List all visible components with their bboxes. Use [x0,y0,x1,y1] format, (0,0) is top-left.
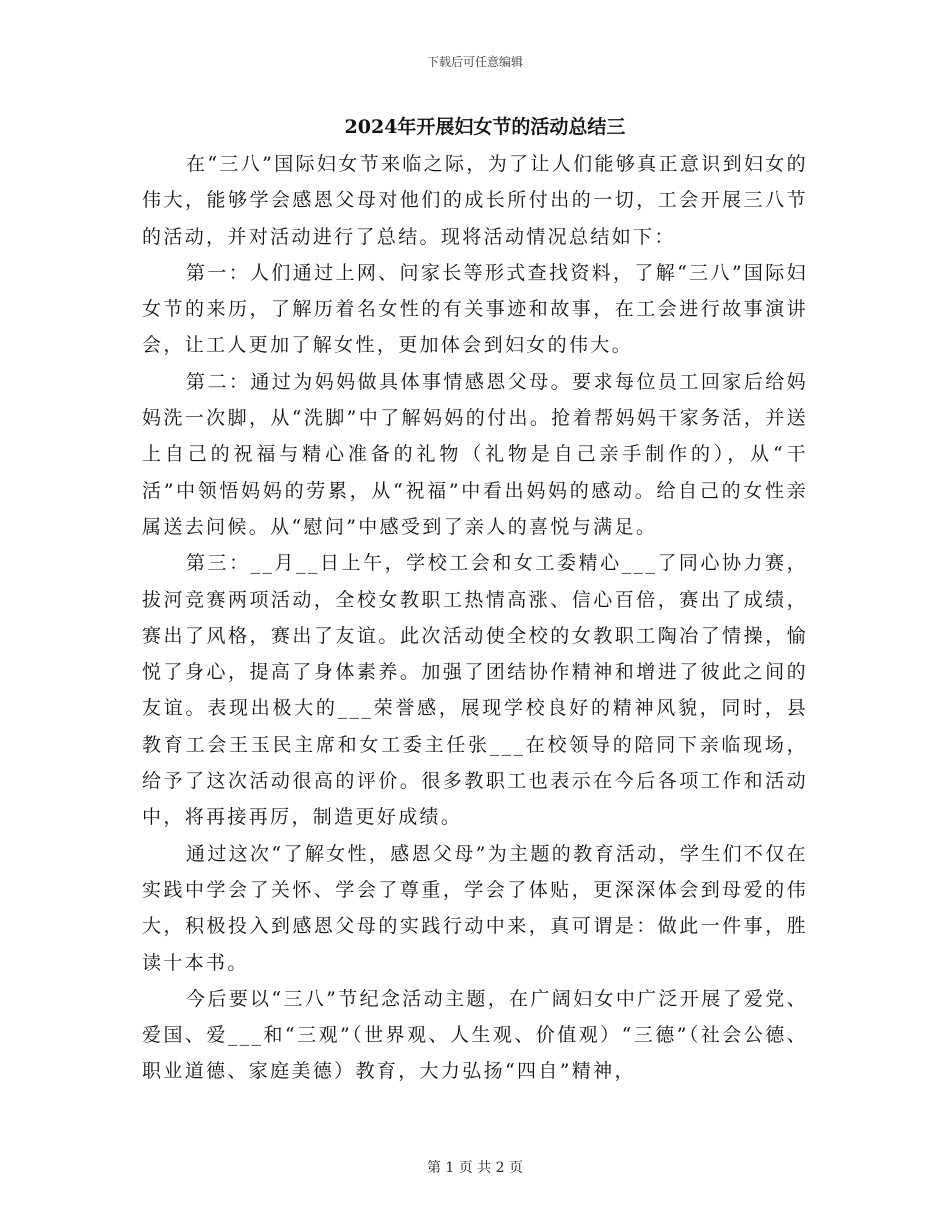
paragraph-second: 第二：通过为妈妈做具体事情感恩父母。要求每位员工回家后给妈妈洗一次脚，从“洗脚”中了解妈妈的付出。抢着帮妈妈干家务活，并送上自己的祝福与精心准备的礼物（礼物是自己亲手制作的），从“干活”中领悟妈妈的劳累，从“祝福”中看出妈妈的感动。给自己的女性亲属送去问候。从“慰问”中感受到了亲人的喜悦与满足。 [142,370,808,538]
page-header-note: 下载后可任意编辑 [426,55,523,69]
paragraph-future: 今后要以“三八”节纪念活动主题，在广阔妇女中广泛开展了爱党、爱国、爱___和“三观”（世界观、人生观、价值观）“三德”（社会公德、职业道德、家庭美德）教育，大力弘扬“四自”精神， [142,987,808,1083]
paragraph-intro: 在“三八”国际妇女节来临之际，为了让人们能够真正意识到妇女的伟大，能够学会感恩父母对他们的成长所付出的一切，工会开展三八节的活动，并对活动进行了总结。现将活动情况总结如下： [142,153,808,248]
paragraph-third: 第三：__月__日上午，学校工会和女工委精心___了同心协力赛，拔河竞赛两项活动，全校女教职工热情高涨、信心百倍，赛出了成绩，赛出了风格，赛出了友谊。此次活动使全校的女教职工陶冶了情操，愉悦了身心，提高了身体素养。加强了团结协作精神和增进了彼此之间的友谊。表现出极大的___荣誉感，展现学校良好的精神风貌，同时，县教育工会王玉民主席和女工委主任张___在校领导的陪同下亲临现场，给予了这次活动很高的评价。很多教职工也表示在今后各项工作和活动中，将再接再厉，制造更好成绩。 [142,552,808,829]
paragraph-summary: 通过这次“了解女性，感恩父母”为主题的教育活动，学生们不仅在实践中学会了关怀、学会了尊重，学会了体贴，更深深体会到母爱的伟大，积极投入到感恩父母的实践行动中来，真可谓是：做此一件事，胜读十本书。 [142,842,808,974]
page-number-footer: 第 1 页 共 2 页 [426,1160,524,1176]
document-body [142,146,808,1090]
document-title: 2024年开展妇女节的活动总结三 [344,116,626,138]
paragraph-first: 第一：人们通过上网、问家长等形式查找资料，了解“三八”国际妇女节的来历，了解历着名女性的有关事迹和故事，在工会进行故事演讲会，让工人更加了解女性，更加体会到妇女的伟大。 [142,261,808,357]
